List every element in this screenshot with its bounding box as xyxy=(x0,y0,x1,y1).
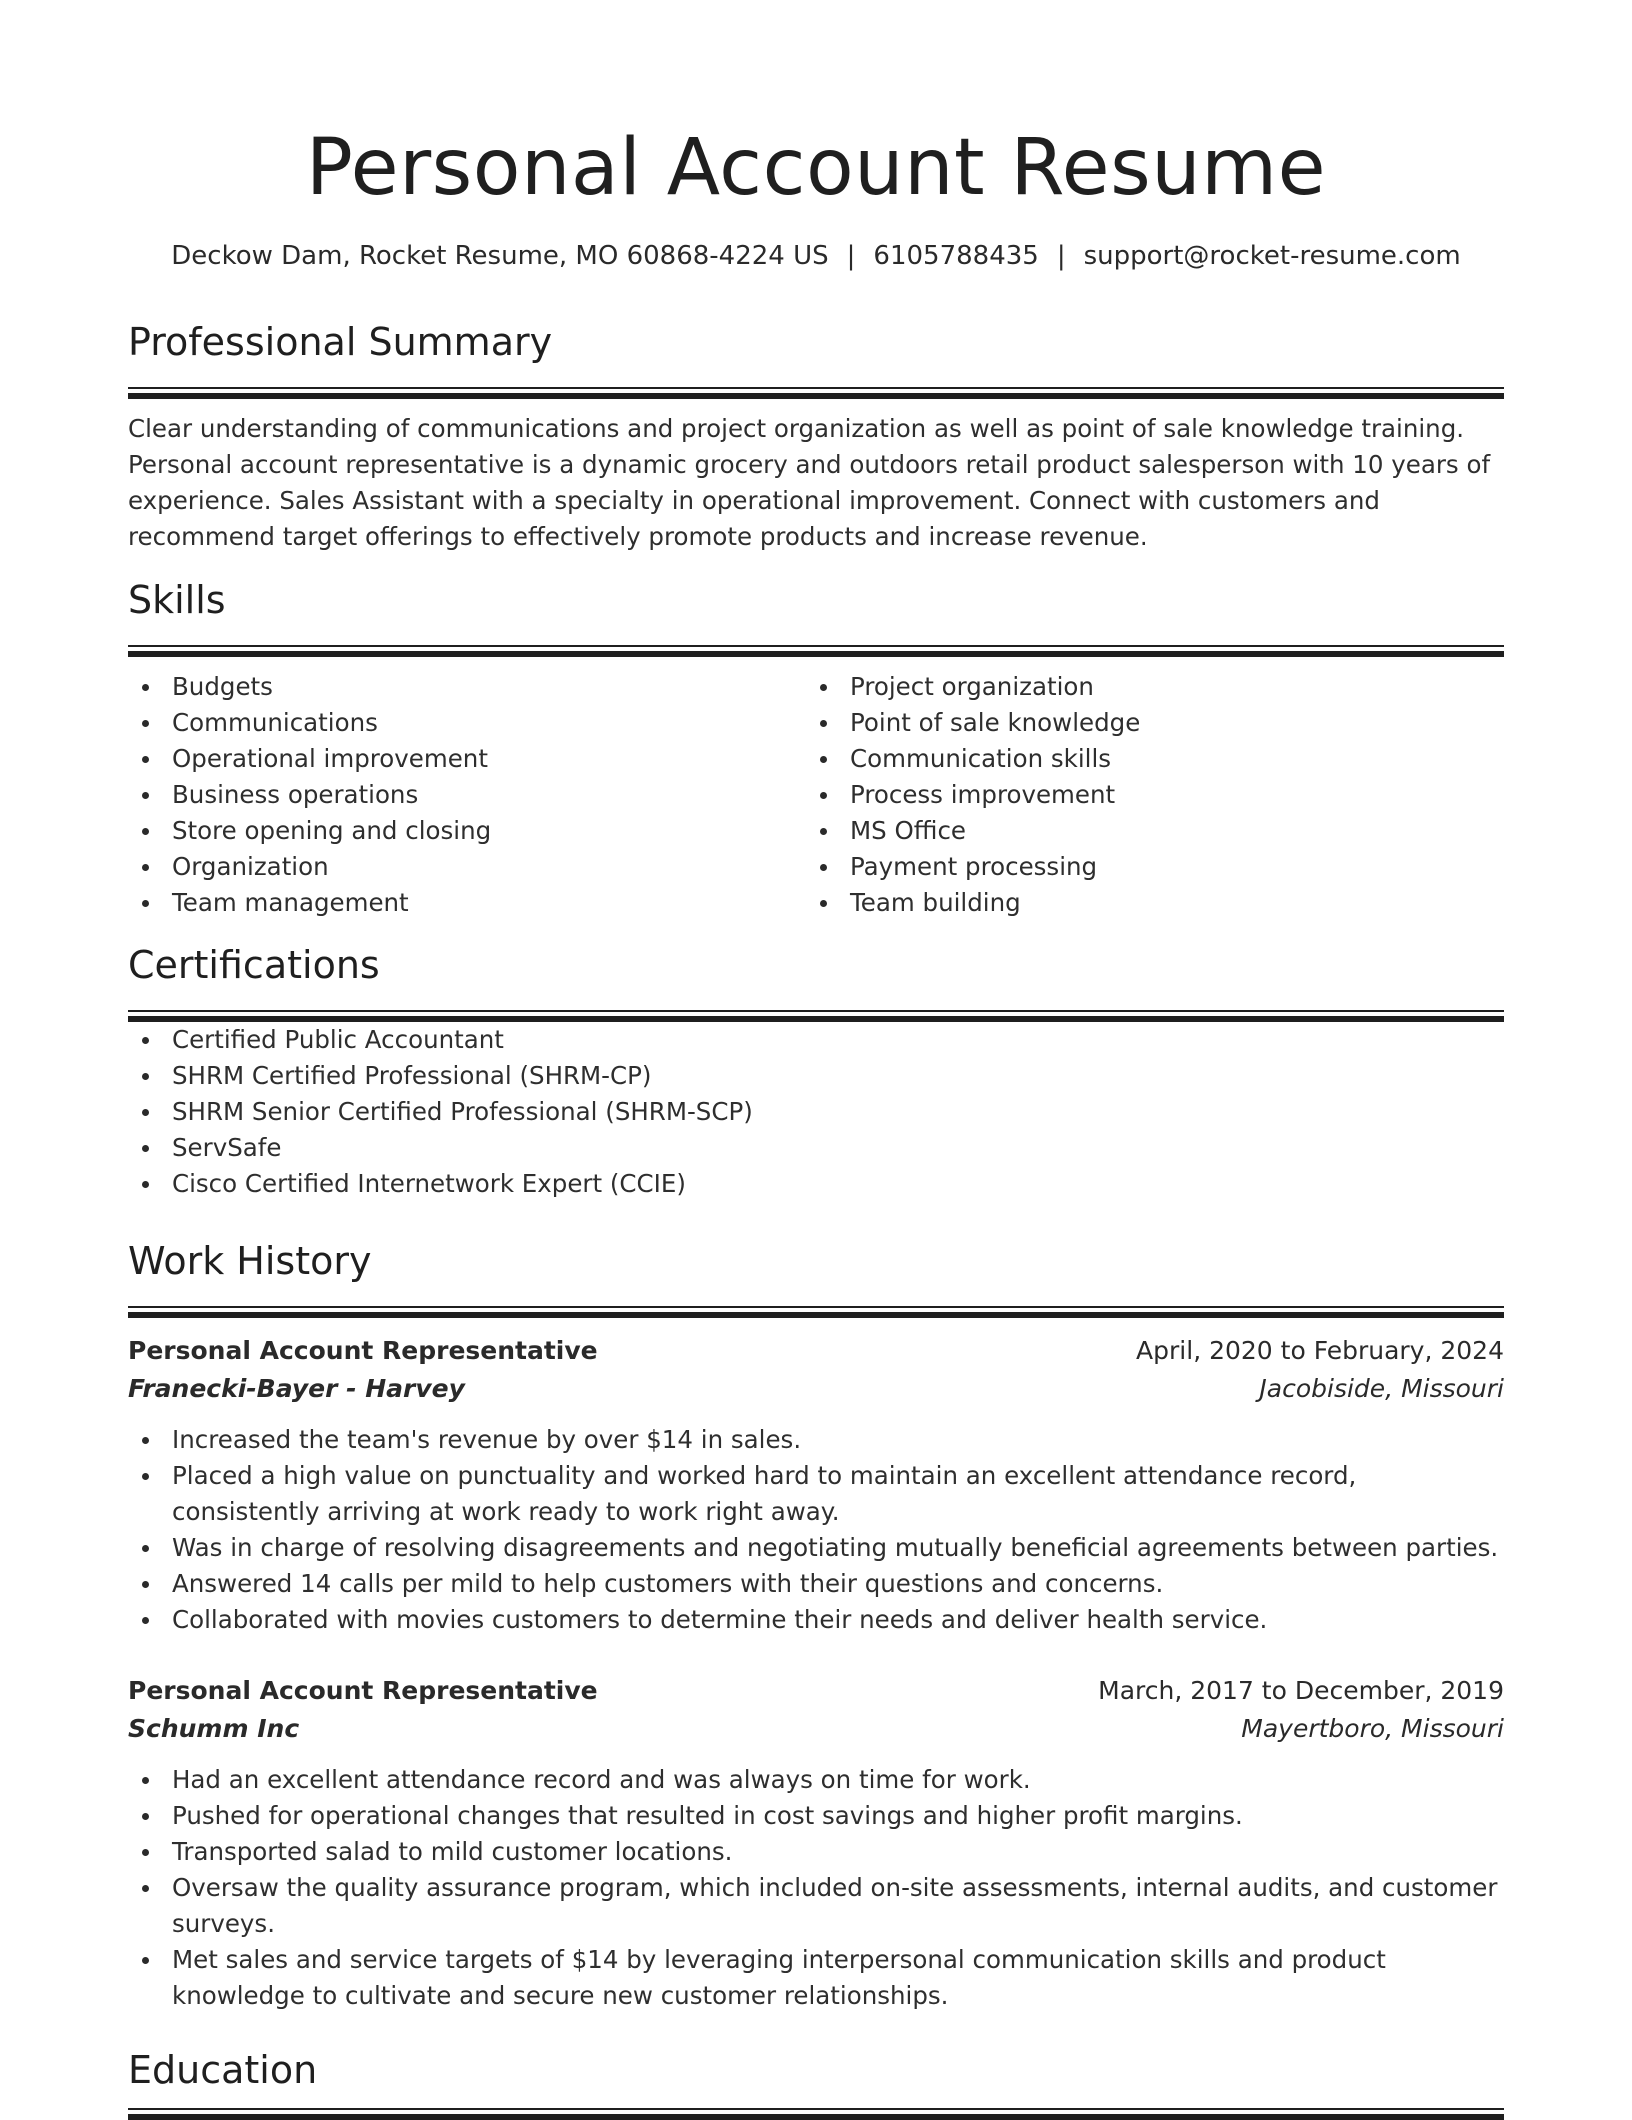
section-divider xyxy=(128,645,1504,657)
skill-item: Communication skills xyxy=(806,741,1484,777)
education-heading: Education xyxy=(128,2048,318,2092)
summary-section xyxy=(128,318,1504,555)
job-duty: Oversaw the quality assurance program, which included on-site assessments, internal audits, and customer surveys. xyxy=(128,1870,1504,1942)
summary-heading: Professional Summary xyxy=(128,320,553,364)
summary-text: Clear understanding of communications and project organization as well as point of sale knowledge training. Personal account representative is a dynamic grocery and outdoors retail product salesperson with 10 years of experience. Sales Assistant with a specialty in operational improvement. Connect with customers and recommend target offerings to effectively promote products and increase revenue. xyxy=(128,414,1491,551)
skill-item: Team building xyxy=(806,885,1484,921)
job-company-row xyxy=(128,1710,1504,1748)
certifications-list xyxy=(128,1022,1504,1202)
skill-item: Organization xyxy=(128,849,806,885)
skills-right-list xyxy=(806,669,1484,921)
work-history-heading: Work History xyxy=(128,1239,372,1283)
job-duty: Was in charge of resolving disagreements and negotiating mutually beneficial agreements between parties. xyxy=(128,1530,1504,1566)
certification-item: Cisco Certified Internetwork Expert (CCIE) xyxy=(128,1166,1504,1202)
contact-separator: | xyxy=(1056,241,1066,271)
job-title: Personal Account Representative xyxy=(128,1676,598,1705)
resume-title: Personal Account Resume xyxy=(305,123,1327,213)
contact-phone: 6105788435 xyxy=(873,241,1039,271)
work-history-section xyxy=(128,1237,1504,2014)
certification-item: SHRM Certified Professional (SHRM-CP) xyxy=(128,1058,1504,1094)
job-duty: Answered 14 calls per mild to help customers with their questions and concerns. xyxy=(128,1566,1504,1602)
job-duties-list xyxy=(128,1422,1504,1638)
skills-left-list xyxy=(128,669,806,921)
job-entry xyxy=(128,1332,1504,1638)
certification-item: ServSafe xyxy=(128,1130,1504,1166)
skill-item: Project organization xyxy=(806,669,1484,705)
skill-item: Store opening and closing xyxy=(128,813,806,849)
skill-item: Payment processing xyxy=(806,849,1484,885)
skill-item: Point of sale knowledge xyxy=(806,705,1484,741)
contact-separator: | xyxy=(846,241,856,271)
job-company: Schumm Inc xyxy=(128,1714,300,1743)
section-divider xyxy=(128,387,1504,399)
skill-item: MS Office xyxy=(806,813,1484,849)
job-company-row xyxy=(128,1370,1504,1408)
job-title: Personal Account Representative xyxy=(128,1336,598,1365)
contact-address: Deckow Dam, Rocket Resume, MO 60868-4224 US xyxy=(171,241,829,271)
section-divider xyxy=(128,1306,1504,1318)
skills-columns xyxy=(128,669,1504,921)
job-dates: March, 2017 to December, 2019 xyxy=(1098,1676,1504,1705)
contact-line xyxy=(128,238,1504,274)
job-header-row xyxy=(128,1332,1504,1370)
skill-item: Business operations xyxy=(128,777,806,813)
job-duty: Placed a high value on punctuality and worked hard to maintain an excellent attendance record, consistently arriving at work ready to work right away. xyxy=(128,1458,1504,1530)
certification-item: SHRM Senior Certified Professional (SHRM-SCP) xyxy=(128,1094,1504,1130)
job-header-row xyxy=(128,1672,1504,1710)
contact-email: support@rocket-resume.com xyxy=(1083,241,1461,271)
skills-heading: Skills xyxy=(128,578,226,622)
skill-item: Process improvement xyxy=(806,777,1484,813)
job-duty: Increased the team's revenue by over $14 in sales. xyxy=(128,1422,1504,1458)
section-divider xyxy=(128,2108,1504,2120)
certification-item: Certified Public Accountant xyxy=(128,1022,1504,1058)
skill-item: Team management xyxy=(128,885,806,921)
skills-section xyxy=(128,576,1504,921)
job-entry xyxy=(128,1672,1504,2014)
job-duty: Pushed for operational changes that resulted in cost savings and higher profit margins. xyxy=(128,1798,1504,1834)
job-duty: Met sales and service targets of $14 by leveraging interpersonal communication skills and product knowledge to cultivate and secure new customer relationships. xyxy=(128,1942,1504,2014)
certifications-section xyxy=(128,941,1504,1202)
section-divider xyxy=(128,1010,1504,1022)
education-section xyxy=(128,2046,1504,2120)
skill-item: Operational improvement xyxy=(128,741,806,777)
job-duty: Had an excellent attendance record and was always on time for work. xyxy=(128,1762,1504,1798)
skill-item: Communications xyxy=(128,705,806,741)
job-dates: April, 2020 to February, 2024 xyxy=(1136,1336,1504,1365)
certifications-heading: Certifications xyxy=(128,943,380,987)
job-duty: Transported salad to mild customer locations. xyxy=(128,1834,1504,1870)
job-company: Franecki-Bayer - Harvey xyxy=(128,1374,465,1403)
job-location: Jacobiside, Missouri xyxy=(1259,1374,1504,1403)
job-location: Mayertboro, Missouri xyxy=(1241,1714,1504,1743)
skill-item: Budgets xyxy=(128,669,806,705)
job-duties-list xyxy=(128,1762,1504,2014)
job-duty: Collaborated with movies customers to determine their needs and deliver health service. xyxy=(128,1602,1504,1638)
